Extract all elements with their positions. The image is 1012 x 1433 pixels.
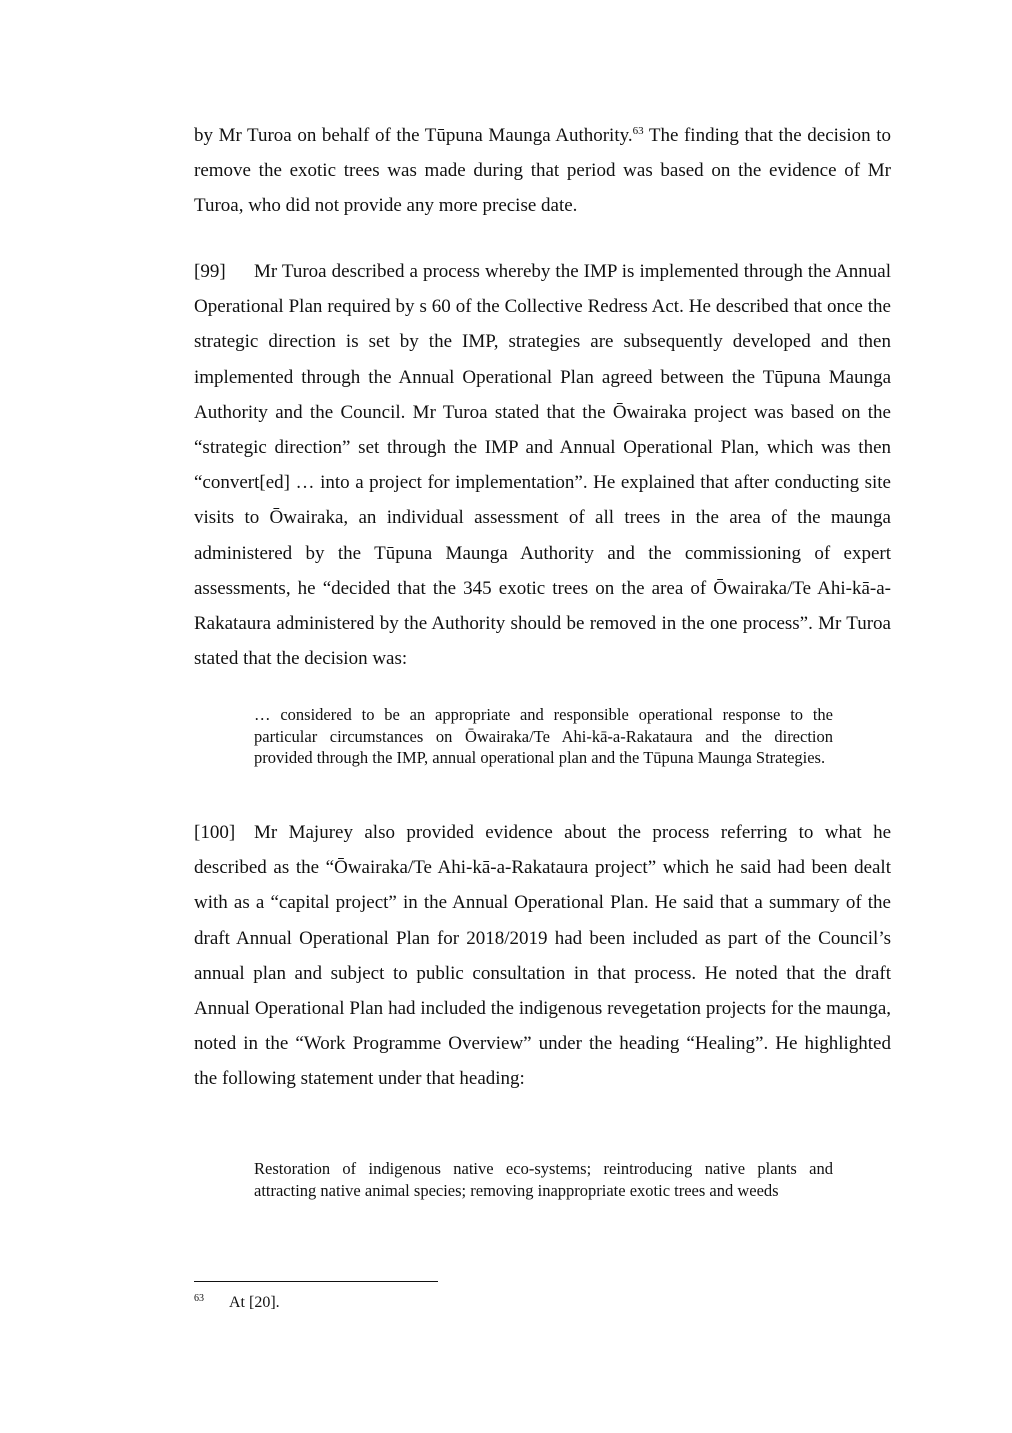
paragraph-99 xyxy=(194,254,891,676)
paragraph-100 xyxy=(194,815,891,1097)
paragraph-text: by Mr Turoa on behalf of the Tūpuna Maunga Authority. xyxy=(194,125,633,146)
block-quote-2: Restoration of indigenous native eco-systems; reintroducing native plants and attracting native animal species; removing inappropriate exotic trees and weeds xyxy=(254,1159,833,1200)
footnote-reference[interactable]: 63 xyxy=(632,125,644,137)
paragraph-text: Mr Turoa described a process whereby the IMP is implemented through the Annual Operational Plan required by s 60 of the Collective Redress Act. He described that once the strategic direction is set by the IMP, strategies are subsequently developed and then implemented through the Annual Operational Plan agreed between the Tūpuna Maunga Authority and the Council. Mr Turoa stated that the Ōwairaka project was based on the “strategic direction” set through the IMP and Annual Operational Plan, which was then “convert[ed] … into a project for implementation”. He explained that after conducting site visits to Ōwairaka, an individual assessment of all trees in the area of the maunga administered by the Tūpuna Maunga Authority and the commissioning of expert assessments, he “decided that the 345 exotic trees on the area of Ōwairaka/Te Ahi-kā-a-Rakataura administered by the Authority should be removed in the one process”. Mr Turoa stated that the decision was: xyxy=(194,261,891,670)
paragraph-continued xyxy=(194,118,891,224)
footnote-number: 63 xyxy=(194,1293,204,1304)
paragraph-number: [100] xyxy=(194,822,236,843)
paragraph-text-continued: The finding that the decision to remove the exotic trees was made during that period was based on the evidence of Mr Turoa, who did not provide any more precise date. xyxy=(194,125,891,217)
footnote-text: At [20]. xyxy=(229,1294,280,1311)
block-quote-1: … considered to be an appropriate and responsible operational response to the particular circumstances on Ōwairaka/Te Ahi-kā-a-Rakataura and the direction provided through the IMP, annual operational plan and the Tūpuna Maunga Strategies. xyxy=(254,705,833,767)
paragraph-text: Mr Majurey also provided evidence about the process referring to what he described as the “Ōwairaka/Te Ahi-kā-a-Rakataura project” which he said had been dealt with as a “capital project” in the Annual Operational Plan. He said that a summary of the draft Annual Operational Plan for 2018/2019 had been included as part of the Council’s annual plan and subject to public consultation in that process. He noted that the draft Annual Operational Plan had included the indigenous revegetation projects for the maunga, noted in the “Work Programme Overview” under the heading “Healing”. He highlighted the following statement under that heading: xyxy=(194,822,891,1090)
paragraph-number: [99] xyxy=(194,261,226,282)
footnote-divider xyxy=(194,1281,438,1282)
